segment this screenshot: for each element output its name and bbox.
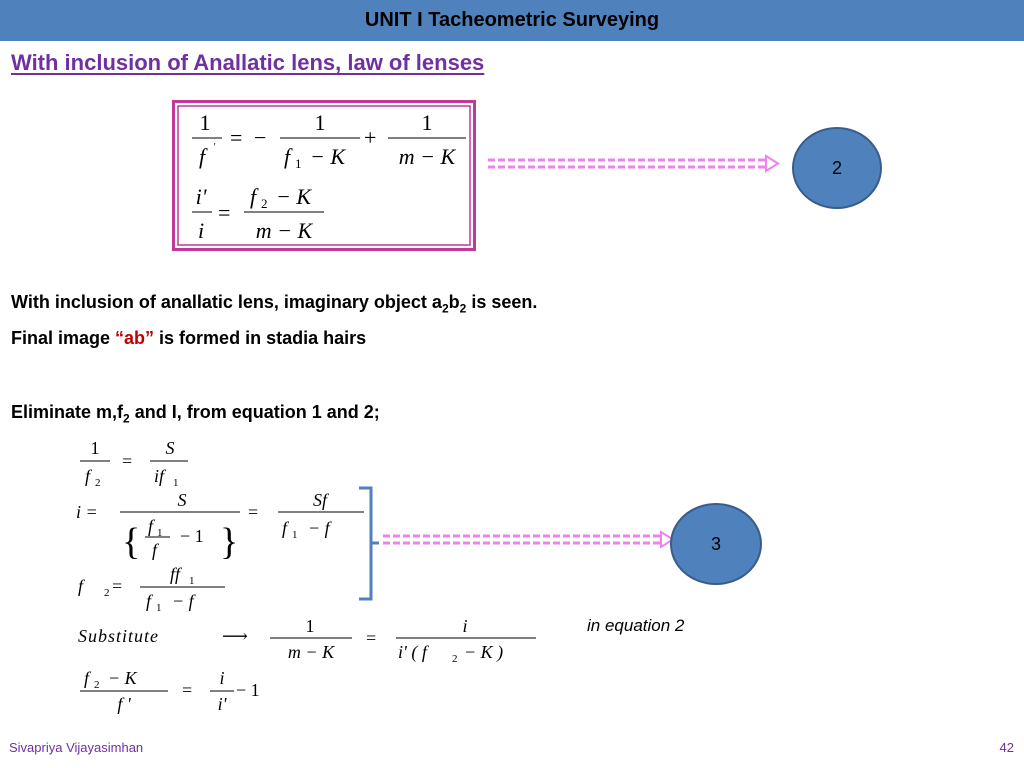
footer-page-number: 42 <box>999 740 1014 755</box>
eq5-rn: i <box>219 668 225 688</box>
header-title: UNIT I Tacheometric Surveying <box>364 9 660 31</box>
eq-top-n4: i' <box>195 184 207 209</box>
bracket-arrow-to-eq3 <box>355 485 680 605</box>
line1-after: is seen. <box>466 292 538 312</box>
eq2-lbrace: { <box>122 521 141 563</box>
slide-header <box>0 0 1024 41</box>
text-line-1 <box>11 292 537 316</box>
eq-top-n5a: f <box>250 184 257 209</box>
eq2-rd: f <box>282 518 288 538</box>
eq-top-d2a: f <box>284 144 291 169</box>
eq3-db: − f <box>172 591 194 611</box>
slide-subtitle: With inclusion of Anallatic lens, law of lenses <box>11 50 485 75</box>
eq4-word: Substitute <box>78 626 159 646</box>
eq4-n: 1 <box>305 616 315 636</box>
arrow-to-eq2 <box>486 154 782 174</box>
eq2-rn: Sf <box>312 490 328 510</box>
eq-top-d5: m − K <box>255 218 313 243</box>
eq-top-n3: 1 <box>421 110 433 135</box>
line3-after: and I, from equation 1 and 2; <box>129 402 380 422</box>
eq3-n: ff <box>170 564 181 584</box>
eq5-na: f <box>84 668 90 688</box>
eq5-rd: i' <box>217 694 227 714</box>
eq-top-minus: − <box>254 125 267 150</box>
eq5-nsub: 2 <box>94 679 100 691</box>
text-line-2 <box>11 328 366 349</box>
eq4-rdsub: 2 <box>452 653 458 665</box>
eq-top-d1: f <box>198 144 206 169</box>
eq5-nb: − K <box>108 668 137 688</box>
eq2-fnsub: 1 <box>157 527 163 539</box>
eq3-d: f <box>146 591 152 611</box>
eq1-n: 1 <box>90 438 100 458</box>
eq1-rd: if <box>154 466 165 486</box>
eq3-dsub: 1 <box>156 602 162 614</box>
eq-top-n1: 1 <box>199 110 211 135</box>
eq2-m1: − 1 <box>180 526 204 546</box>
eq-top-d2sub: 1 <box>295 156 302 171</box>
eq3-nsub: 1 <box>189 575 195 587</box>
line2-highlight: “ab” <box>115 328 155 348</box>
line2-after: is formed in stadia hairs <box>154 328 367 348</box>
eq4-d: m − K <box>287 642 335 662</box>
eq-top-eq: = <box>230 125 243 150</box>
eq1-rdsub: 1 <box>173 477 179 489</box>
eq-top-n2: 1 <box>314 110 326 135</box>
eq-top-d4: i <box>197 218 205 243</box>
eq3-sub: 2 <box>104 587 110 599</box>
eq5-d: f ' <box>117 694 131 714</box>
eq1-d: f <box>85 466 91 486</box>
eq2-n: S <box>177 490 187 510</box>
line3-sub: 2 <box>123 411 130 426</box>
eq2-fd: f <box>152 540 158 560</box>
eq4-rd: i' ( f <box>398 642 427 662</box>
eq2-rdb: − f <box>308 518 330 538</box>
eq2-lhs: i = <box>76 502 98 522</box>
eq-top-d1sup: ' <box>213 142 216 153</box>
equation-3-label: 3 <box>710 533 721 554</box>
eq4-rn: i <box>462 616 468 636</box>
top-equation-box <box>172 100 476 251</box>
eq3-eq: = <box>112 576 123 596</box>
eq2-rdsub: 1 <box>292 529 298 541</box>
text-line-3 <box>11 402 380 426</box>
equation-3-circle <box>670 503 762 585</box>
eq3-lhs: f <box>78 576 84 596</box>
eq4-arrow: ⟶ <box>222 626 248 646</box>
line1-mid: b <box>448 292 460 312</box>
equation-2-circle <box>792 127 882 209</box>
equation-2-note: in equation 2 <box>587 616 685 635</box>
eq4-rdb: − K ) <box>464 642 504 662</box>
eq-top-d3: m − K <box>398 144 456 169</box>
line2-before: Final image <box>11 328 116 348</box>
eq2-fn: f <box>148 516 154 536</box>
line1-sub2: 2 <box>459 301 467 316</box>
eq-top-d2b: − K <box>310 144 346 169</box>
eq2-rbrace: } <box>220 521 239 563</box>
eq1-dsub: 2 <box>95 477 101 489</box>
line1-before: With inclusion of anallatic lens, imaginary object a <box>11 292 442 312</box>
eq-top-n5b: − K <box>276 184 312 209</box>
eq2-eq: = <box>248 502 259 522</box>
eq5-eq: = <box>182 680 193 700</box>
eq1-rn: S <box>165 438 175 458</box>
eq5-m1: − 1 <box>236 680 260 700</box>
line1-sub1: 2 <box>441 301 449 316</box>
equation-2-label: 2 <box>831 157 842 178</box>
footer-author: Sivapriya Vijayasimhan <box>9 740 144 755</box>
eq4-eq: = <box>366 628 377 648</box>
eq1-eq: = <box>122 451 133 471</box>
eq-top-n5sub: 2 <box>261 196 268 211</box>
line3-before: Eliminate m,f <box>11 402 124 422</box>
eq-top-eq2: = <box>218 200 231 225</box>
eq-top-plus: + <box>364 125 377 150</box>
